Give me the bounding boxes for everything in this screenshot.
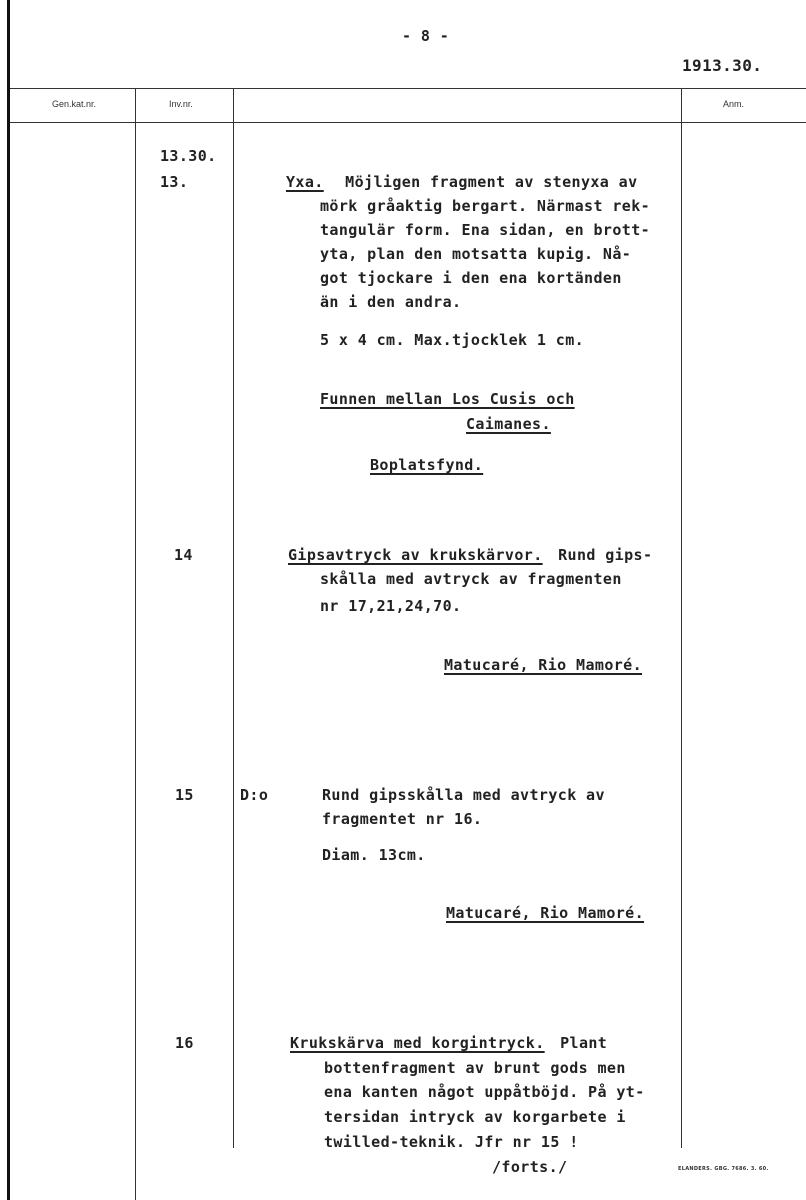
entry-inv-number: 15 (175, 786, 194, 804)
entry-text-line: yta, plan den motsatta kupig. Nå- (320, 245, 632, 263)
column-divider-3 (681, 88, 682, 1148)
entry-find-place: Matucaré, Rio Mamoré. (446, 904, 645, 922)
entry-find-place: Funnen mellan Los Cusis och (320, 390, 575, 408)
entry-text-line: got tjockare i den ena kortänden (320, 269, 622, 287)
entry-inv-number: 13. (160, 173, 189, 191)
printer-imprint: ELANDERS. GBG. 7686. 3. 60. (678, 1166, 769, 1172)
continued-marker: /forts./ (492, 1158, 568, 1176)
entry-text: Möjligen fragment av stenyxa av (345, 173, 638, 191)
entry-text-line: nr 17,21,24,70. (320, 597, 462, 615)
entry-title: Gipsavtryck av krukskärvor. (288, 546, 543, 564)
entry-measurements: 5 x 4 cm. Max.tjocklek 1 cm. (320, 331, 585, 349)
header-invnr: Inv.nr. (169, 99, 193, 109)
column-divider-1 (135, 88, 136, 1200)
header-bottom-rule (10, 122, 806, 123)
header-genkat: Gen.kat.nr. (52, 99, 97, 109)
entry-text-line: än i den andra. (320, 293, 462, 311)
entry-first-line (290, 1034, 607, 1052)
entry-text-line: skålla med avtryck av fragmenten (320, 570, 622, 588)
column-divider-2 (233, 88, 234, 1148)
entry-text-line: tersidan intryck av korgarbete i (324, 1108, 626, 1126)
entry-text-line: ena kanten något uppåtböjd. På yt- (324, 1083, 645, 1101)
entry-text-line: Rund gipsskålla med avtryck av (322, 786, 605, 804)
entry-inv-number: 14 (174, 546, 193, 564)
entry-text-line: bottenfragment av brunt gods men (324, 1059, 626, 1077)
entry-text: Rund gips- (558, 546, 653, 564)
entry-find-place-continued: Caimanes. (466, 415, 551, 433)
page-number: - 8 - (402, 27, 450, 45)
entry-first-line (288, 546, 652, 564)
entry-text: Plant (560, 1034, 608, 1052)
entry-text-line: mörk gråaktig bergart. Närmast rek- (320, 197, 651, 215)
entry-measurements: Diam. 13cm. (322, 846, 426, 864)
left-margin-line (7, 0, 10, 1200)
entry-title: Yxa. (286, 173, 324, 191)
header-anm: Anm. (723, 99, 745, 109)
entry-series-number: 13.30. (160, 147, 217, 165)
entry-inv-number: 16 (175, 1034, 194, 1052)
header-top-rule (10, 88, 806, 89)
entry-text-line: twilled-teknik. Jfr nr 15 ! (324, 1133, 579, 1151)
entry-find-type: Boplatsfynd. (370, 456, 484, 474)
entry-text-line: fragmentet nr 16. (322, 810, 483, 828)
catalog-number: 1913.30. (682, 56, 763, 75)
entry-title: Krukskärva med korgintryck. (290, 1034, 545, 1052)
entry-text-line: tangulär form. Ena sidan, en brott- (320, 221, 651, 239)
entry-first-line (286, 173, 638, 191)
entry-find-place: Matucaré, Rio Mamoré. (444, 656, 643, 674)
entry-reference: D:o (240, 786, 269, 804)
